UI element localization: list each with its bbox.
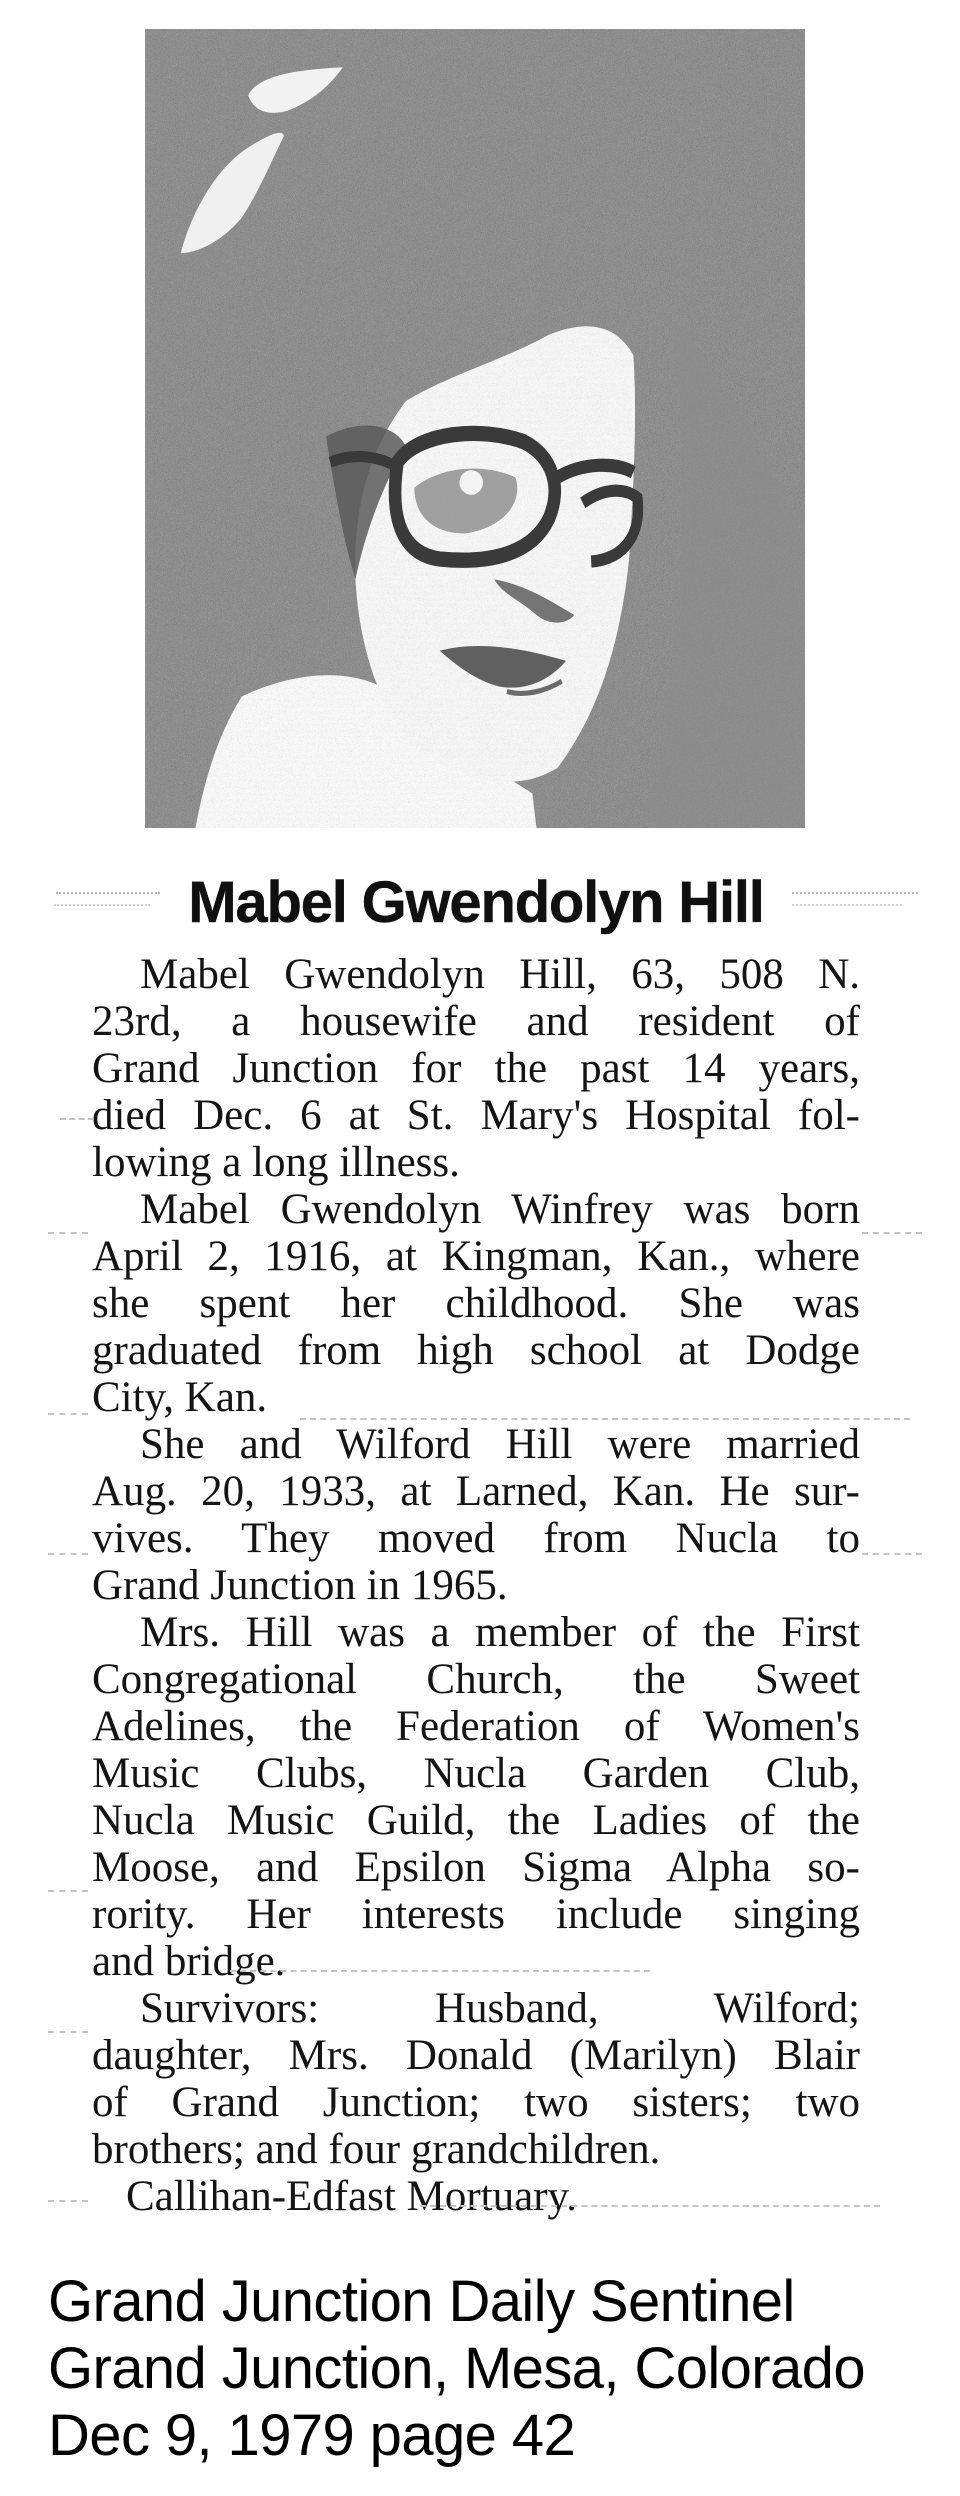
print-artifact: [48, 1413, 88, 1415]
body-line: daughter, Mrs. Donald (Marilyn) Blair: [92, 2032, 860, 2079]
print-artifact: [48, 1553, 88, 1555]
body-line: rority. Her interests include singing: [92, 1891, 860, 1938]
print-artifact: [48, 2031, 88, 2033]
body-line: Mrs. Hill was a member of the First: [140, 1609, 860, 1656]
print-artifact: [48, 1890, 88, 1892]
body-line: lowing a long illness.: [92, 1139, 460, 1186]
decorative-rule: [792, 892, 918, 894]
body-line: Moose, and Epsilon Sigma Alpha so-: [92, 1844, 860, 1891]
obituary-headline: Mabel Gwendolyn Hill: [188, 870, 764, 935]
body-line: vives. They moved from Nucla to: [92, 1515, 860, 1562]
body-line: Grand Junction for the past 14 years,: [92, 1045, 860, 1092]
portrait-image: [145, 29, 805, 828]
publication-date-page: Dec 9, 1979 page 42: [48, 2403, 576, 2468]
body-line: died Dec. 6 at St. Mary's Hospital fol-: [92, 1092, 860, 1139]
body-line: Aug. 20, 1933, at Larned, Kan. He sur-: [92, 1468, 860, 1515]
body-line: Mabel Gwendolyn Winfrey was born: [140, 1186, 860, 1233]
decorative-rule: [792, 904, 902, 906]
body-line: April 2, 1916, at Kingman, Kan., where: [92, 1233, 860, 1280]
headline-block: [40, 868, 920, 938]
print-artifact: [48, 1232, 88, 1234]
decorative-rule: [56, 892, 160, 894]
body-line: Adelines, the Federation of Women's: [92, 1703, 860, 1750]
body-line: City, Kan.: [92, 1374, 268, 1421]
body-line: and bridge.: [92, 1938, 286, 1985]
body-line: Nucla Music Guild, the Ladies of the: [92, 1797, 860, 1844]
newspaper-location: Grand Junction, Mesa, Colorado: [48, 2336, 865, 2401]
print-artifact: [862, 1232, 922, 1234]
body-line: graduated from high school at Dodge: [92, 1327, 860, 1374]
body-line: 23rd, a housewife and resident of: [92, 998, 860, 1045]
body-line: Mabel Gwendolyn Hill, 63, 508 N.: [140, 951, 860, 998]
body-line: She and Wilford Hill were married: [140, 1421, 860, 1468]
portrait-photo: [145, 29, 805, 828]
body-line: Callihan-Edfast Mortuary.: [126, 2173, 577, 2220]
source-citation: [48, 2268, 948, 2469]
print-artifact: [420, 2205, 880, 2207]
body-line: Music Clubs, Nucla Garden Club,: [92, 1750, 860, 1797]
decorative-rule: [54, 904, 150, 906]
obituary-body: [92, 951, 860, 2220]
body-line: of Grand Junction; two sisters; two: [92, 2079, 860, 2126]
body-line: Congregational Church, the Sweet: [92, 1656, 860, 1703]
body-line: she spent her childhood. She was: [92, 1280, 860, 1327]
body-line: brothers; and four grandchildren.: [92, 2126, 661, 2173]
print-artifact: [230, 1970, 650, 1972]
body-line: Grand Junction in 1965.: [92, 1562, 508, 1609]
newspaper-name: Grand Junction Daily Sentinel: [48, 2269, 795, 2334]
print-artifact: [300, 1418, 910, 1420]
print-artifact: [48, 2200, 88, 2202]
print-artifact: [60, 1118, 94, 1120]
body-line: Survivors: Husband, Wilford;: [140, 1985, 860, 2032]
print-artifact: [862, 1553, 922, 1555]
